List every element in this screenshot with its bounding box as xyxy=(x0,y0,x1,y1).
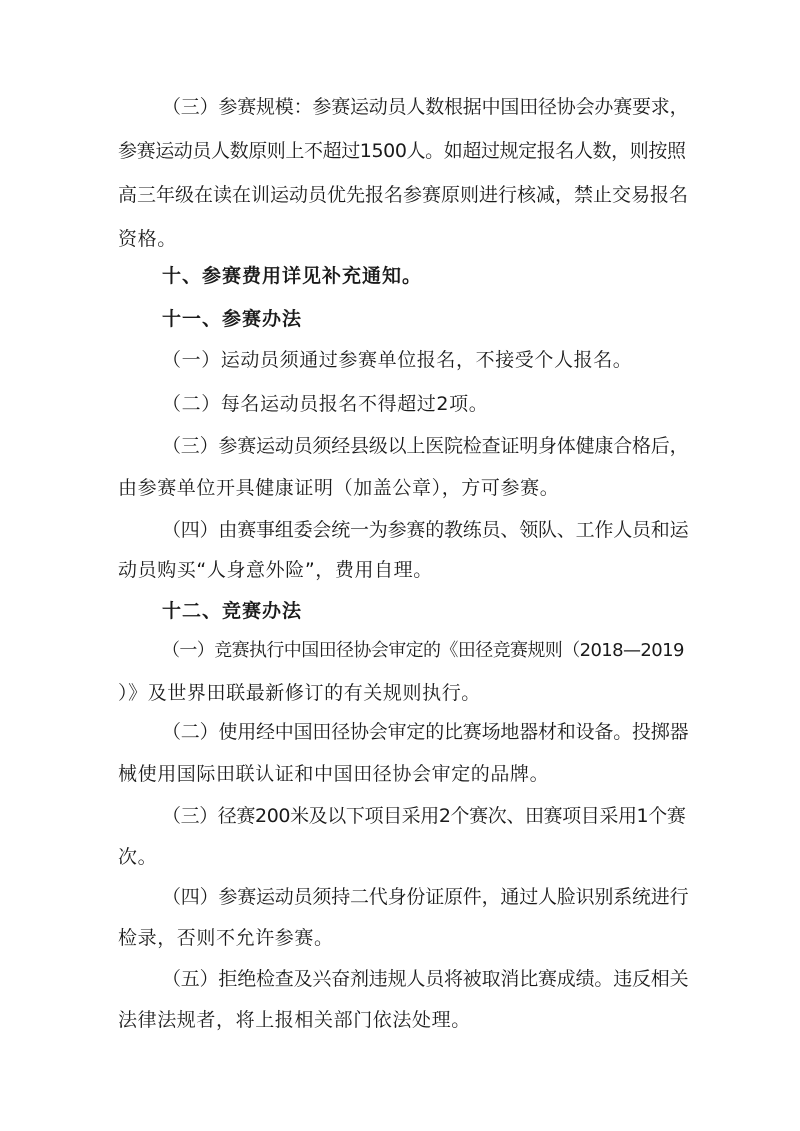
paragraph-line: （三）参赛运动员须经县级以上医院检查证明身体健康合格后， xyxy=(162,435,689,457)
section-heading: 十二、竞赛办法 xyxy=(162,600,303,622)
paragraph-line: 动员购买“人身意外险”，费用自理。 xyxy=(118,559,433,581)
paragraph-line: 法律法规者，将上报相关部门依法处理。 xyxy=(118,1009,471,1031)
paragraph-line: （三）径赛200米及以下项目采用2个赛次、田赛项目采用1个赛 xyxy=(162,805,686,827)
paragraph-line: 参赛运动员人数原则上不超过1500人。如超过规定报名人数，则按照 xyxy=(118,140,686,162)
paragraph-line: （一）竞赛执行中国田径协会审定的《田径竞赛规则（2018—2019 xyxy=(162,640,684,661)
paragraph-line: （五）拒绝检查及兴奋剂违规人员将被取消比赛成绩。违反相关 xyxy=(162,968,689,990)
paragraph-line: （四）由赛事组委会统一为参赛的教练员、领队、工作人员和运 xyxy=(162,519,689,541)
paragraph-line: （一）运动员须通过参赛单位报名，不接受个人报名。 xyxy=(162,349,633,371)
paragraph-line: （四）参赛运动员须持二代身份证原件，通过人脸识别系统进行 xyxy=(162,886,689,908)
paragraph-line: （二）使用经中国田径协会审定的比赛场地器材和设备。投掷器 xyxy=(162,721,689,743)
paragraph-line: 械使用国际田联认证和中国田径协会审定的品牌。 xyxy=(118,763,550,785)
paragraph-line: （二）每名运动员报名不得超过2项。 xyxy=(162,393,489,415)
paragraph-line: ）》及世界田联最新修订的有关规则执行。 xyxy=(118,682,481,704)
paragraph-line: 资格。 xyxy=(118,228,177,250)
paragraph-line: （三）参赛规模：参赛运动员人数根据中国田径协会办赛要求， xyxy=(162,96,689,118)
section-heading: 十、参赛费用详见补充通知。 xyxy=(162,265,423,287)
paragraph-line: 高三年级在读在训运动员优先报名参赛原则进行核减，禁止交易报名 xyxy=(118,184,689,206)
paragraph-line: 由参赛单位开具健康证明（加盖公章），方可参赛。 xyxy=(118,477,560,499)
paragraph-line: 检录，否则不允许参赛。 xyxy=(118,927,334,949)
paragraph-line: 次。 xyxy=(118,846,158,868)
section-heading: 十一、参赛办法 xyxy=(162,308,303,330)
